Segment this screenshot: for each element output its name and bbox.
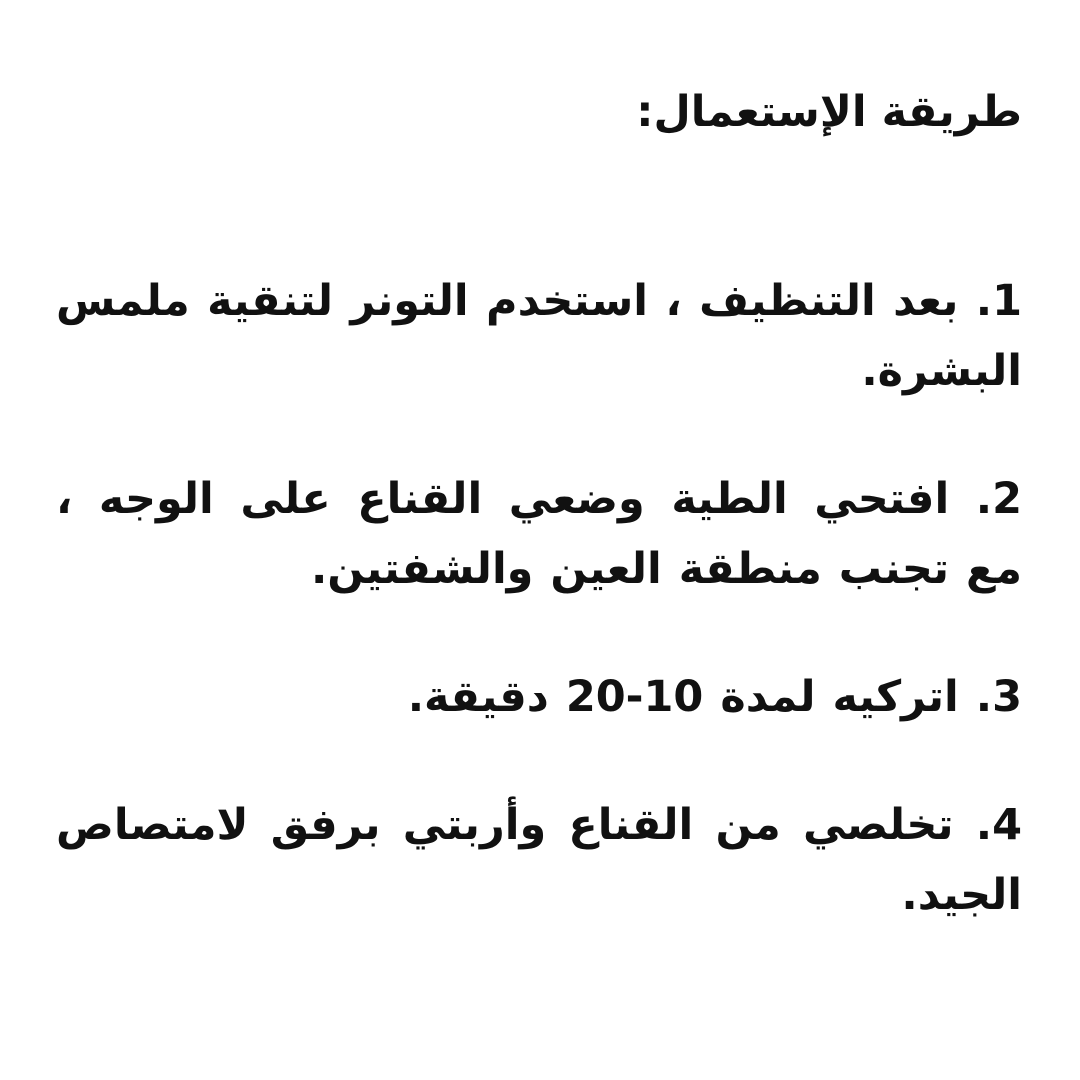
step-2: 2. افتحي الطية وضعي القناع على الوجه ، مع تجنب منطقة العين والشفتين. [56,474,1022,594]
page-title: طريقة الإستعمال: [636,87,1022,137]
usage-steps [56,266,1022,930]
step-3: 3. اتركيه لمدة 10-20 دقيقة. [407,672,1022,722]
step-4: 4. تخلصي من القناع وأربتي برفق لامتصاص الجيد. [56,800,1022,920]
step-1: 1. بعد التنظيف ، استخدم التونر لتنقية ملمس البشرة. [56,276,1022,396]
